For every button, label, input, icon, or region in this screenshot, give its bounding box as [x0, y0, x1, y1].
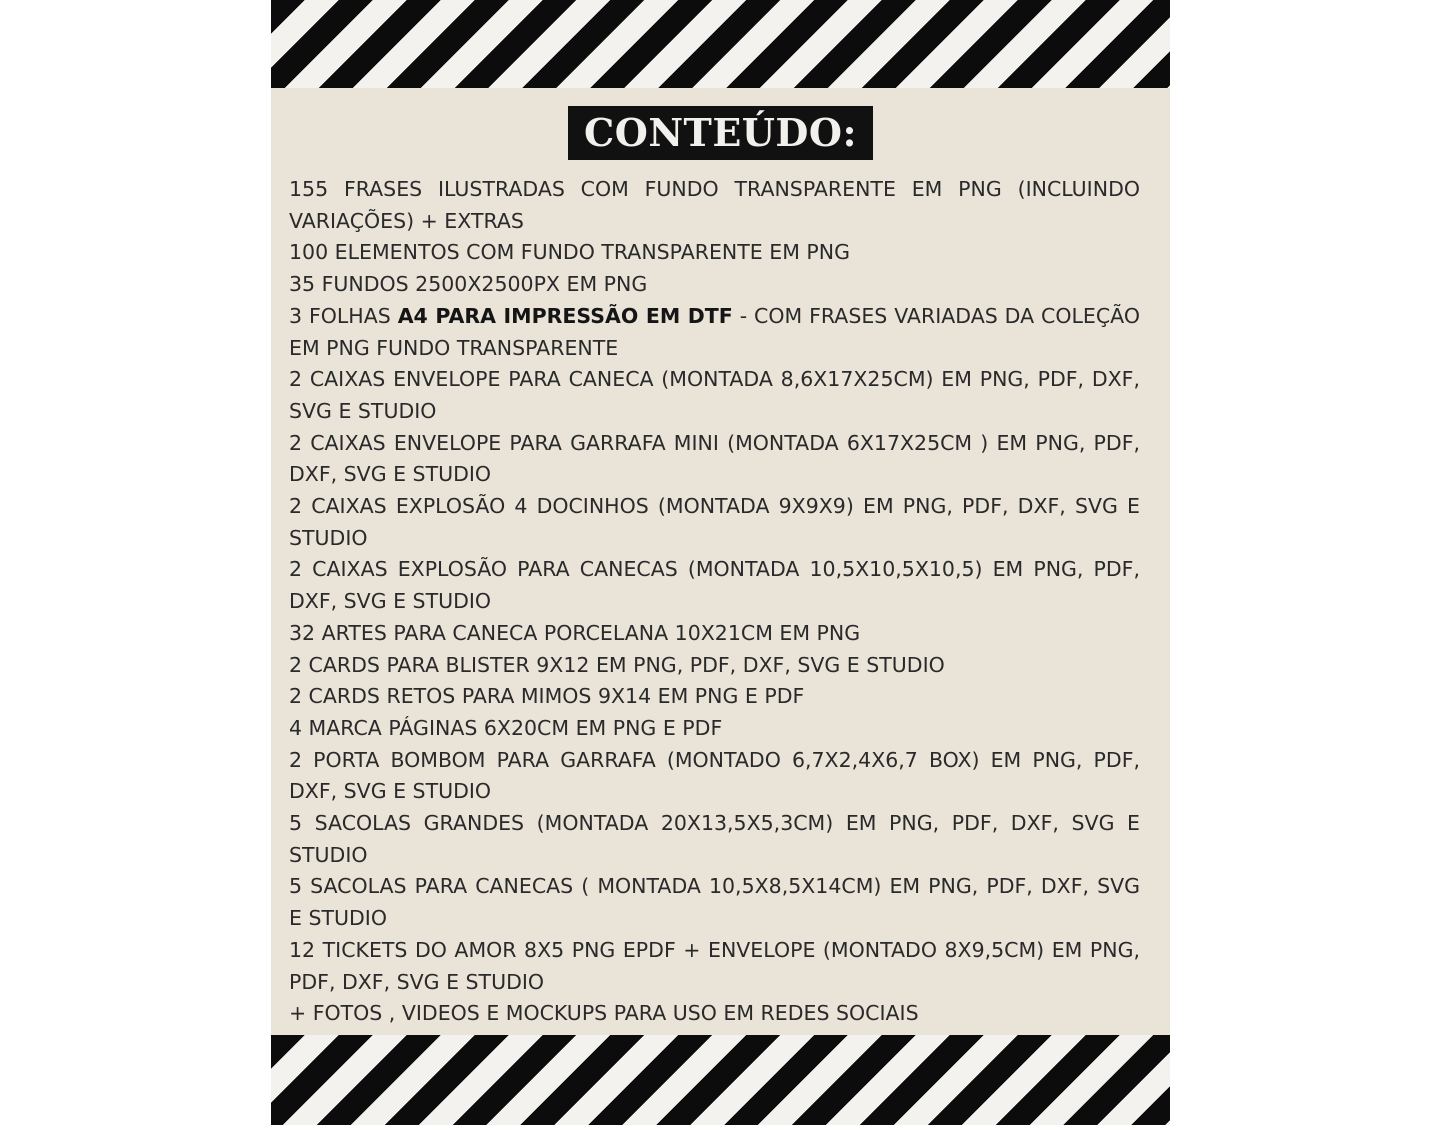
list-item: 2 CARDS RETOS PARA MIMOS 9X14 EM PNG E PDF	[289, 684, 805, 709]
list-item: 2 CARDS PARA BLISTER 9X12 EM PNG, PDF, DXF, SVG E STUDIO	[289, 652, 945, 677]
bottom-stripe-band	[271, 1035, 1170, 1125]
list-item-text: 3 FOLHAS	[289, 303, 398, 328]
list-item: 100 ELEMENTOS COM FUNDO TRANSPARENTE EM PNG	[289, 240, 850, 265]
content-card	[271, 0, 1170, 1125]
page-title: CONTEÚDO:	[568, 106, 873, 160]
content-list	[289, 174, 1140, 1030]
list-item: 2 CAIXAS ENVELOPE PARA CANECA (MONTADA 8,6X17X25CM) EM PNG, PDF, DXF, SVG E STUDIO	[289, 367, 1140, 423]
list-item: 5 SACOLAS GRANDES (MONTADA 20X13,5X5,3CM) EM PNG, PDF, DXF, SVG E STUDIO	[289, 811, 1140, 867]
list-item: 12 TICKETS DO AMOR 8X5 PNG EPDF + ENVELOPE (MONTADO 8X9,5CM) EM PNG, PDF, DXF, SVG E STUDIO	[289, 937, 1140, 994]
list-item-highlight: A4 PARA IMPRESSÃO EM DTF	[397, 303, 733, 328]
list-item: 2 PORTA BOMBOM PARA GARRAFA (MONTADO 6,7X2,4X6,7 BOX) EM PNG, PDF, DXF, SVG E STUDIO	[289, 747, 1140, 804]
list-item: + FOTOS , VIDEOS E MOCKUPS PARA USO EM REDES SOCIAIS	[289, 1001, 919, 1026]
list-item	[289, 301, 1140, 364]
list-item: 35 FUNDOS 2500X2500PX EM PNG	[289, 272, 648, 297]
list-item: 5 SACOLAS PARA CANECAS ( MONTADA 10,5X8,5X14CM) EM PNG, PDF, DXF, SVG E STUDIO	[289, 874, 1140, 931]
list-item: 4 MARCA PÁGINAS 6X20CM EM PNG E PDF	[289, 715, 723, 740]
list-item: 2 CAIXAS EXPLOSÃO PARA CANECAS (MONTADA 10,5X10,5X10,5) EM PNG, PDF, DXF, SVG E STUDIO	[289, 557, 1140, 614]
list-item: 32 ARTES PARA CANECA PORCELANA 10X21CM EM PNG	[289, 620, 861, 645]
list-item: 2 CAIXAS EXPLOSÃO 4 DOCINHOS (MONTADA 9X9X9) EM PNG, PDF, DXF, SVG E STUDIO	[289, 494, 1140, 550]
title-wrap	[271, 106, 1170, 160]
list-item-text: - COM FRASES VARIADAS DA COLEÇÃO EM PNG FUNDO TRANSPARENTE	[289, 303, 1140, 360]
list-item: 2 CAIXAS ENVELOPE PARA GARRAFA MINI (MONTADA 6X17X25CM ) EM PNG, PDF, DXF, SVG E STUDIO	[289, 430, 1140, 487]
top-stripe-band	[271, 0, 1170, 88]
list-item: 155 FRASES ILUSTRADAS COM FUNDO TRANSPARENTE EM PNG (INCLUINDO VARIAÇÕES) + EXTRAS	[289, 177, 1140, 233]
